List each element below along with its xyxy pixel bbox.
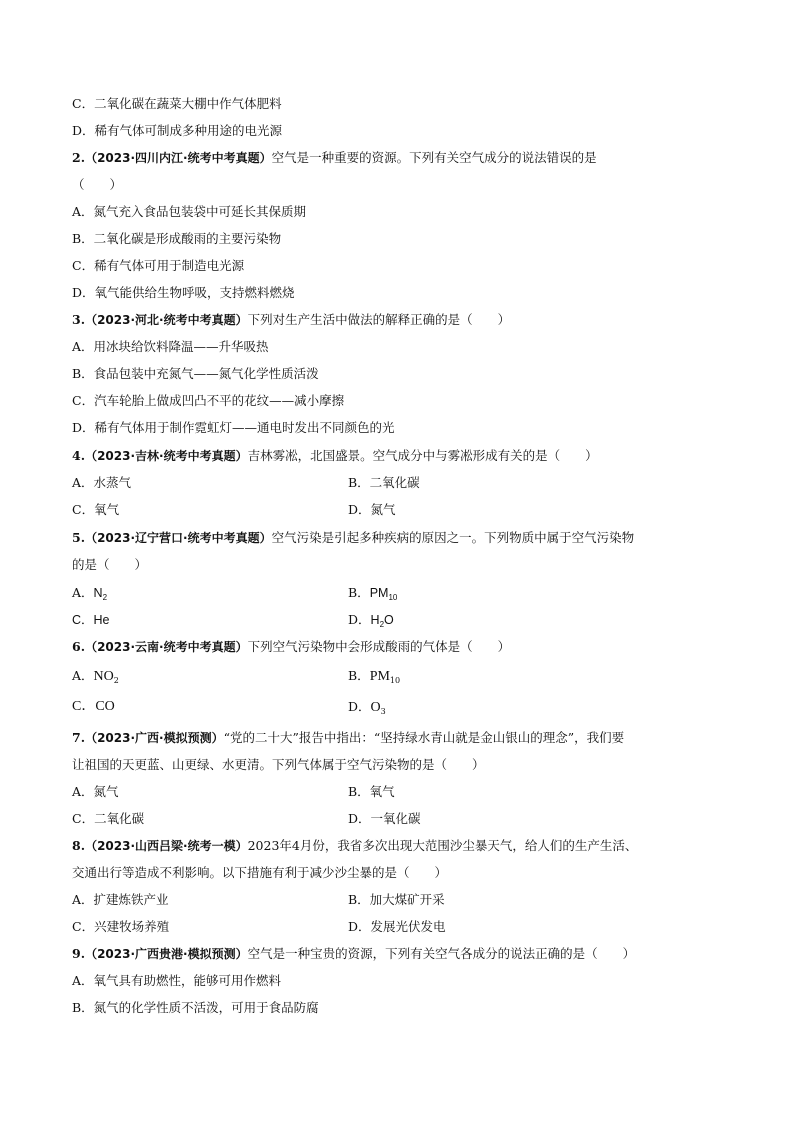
question-number: 2. xyxy=(72,150,86,165)
formula: PM xyxy=(369,669,390,684)
question-3-stem xyxy=(72,312,510,328)
question-text: 空气是一种宝贵的资源，下列有关空气各成分的说法正确的是（ ） xyxy=(247,946,636,961)
question-number: 8. xyxy=(72,838,86,853)
option-c: C．氧气 xyxy=(72,502,120,517)
question-number: 7. xyxy=(72,730,86,745)
question-7-stem xyxy=(72,730,624,746)
question-5-stem xyxy=(72,530,634,546)
option-b: B．二氧化碳是形成酸雨的主要污染物 xyxy=(72,231,282,246)
question-9-stem xyxy=(72,946,635,962)
option-a: A．氮气充入食品包装袋中可延长其保质期 xyxy=(72,204,307,219)
option-label: B． xyxy=(348,668,370,683)
option-c: C．CO xyxy=(72,699,115,714)
option-b: B．加大煤矿开采 xyxy=(348,892,445,907)
option-d xyxy=(348,612,394,628)
option-b xyxy=(348,585,397,601)
option-c: C．汽车轮胎上做成凹凸不平的花纹——减小摩擦 xyxy=(72,393,345,408)
question-source: （2023·吉林·统考中考真题） xyxy=(85,449,248,463)
question-4-stem xyxy=(72,448,598,464)
option-a: A．扩建炼铁产业 xyxy=(72,892,169,907)
formula-subscript: 2 xyxy=(113,676,119,685)
formula-subscript: 10 xyxy=(388,593,398,602)
formula: N xyxy=(93,586,103,600)
formula: O xyxy=(370,700,381,715)
question-text: 空气污染是引起多种疾病的原因之一。下列物质中属于空气污染物 xyxy=(271,530,635,545)
formula: PM xyxy=(369,586,389,600)
formula-tail: O xyxy=(384,613,394,627)
option-a: A．氮气 xyxy=(72,784,119,799)
option-c: C．兴建牧场养殖 xyxy=(72,919,170,934)
question-8-stem xyxy=(72,838,637,854)
question-number: 9. xyxy=(72,946,86,961)
option-a xyxy=(72,668,119,685)
option-label: A． xyxy=(72,668,94,683)
option-d: D．氮气 xyxy=(348,502,396,517)
question-source: （2023·河北·统考中考真题） xyxy=(85,313,248,327)
question-text-continued: 的是（ ） xyxy=(72,557,148,572)
question-text: 吉林雾凇，北国盛景。空气成分中与雾凇形成有关的是（ ） xyxy=(247,448,598,463)
option-label: B． xyxy=(348,585,370,600)
question-2-stem xyxy=(72,150,597,166)
option-a: A．水蒸气 xyxy=(72,475,132,490)
question-source: （2023·山西吕梁·统考一模） xyxy=(85,839,248,853)
question-6-stem xyxy=(72,639,510,655)
question-source: （2023·辽宁营口·统考中考真题） xyxy=(85,531,272,545)
option-a: A．氧气具有助燃性，能够可用作燃料 xyxy=(72,973,282,988)
question-text-continued: 让祖国的天更蓝、山更绿、水更清。下列气体属于空气污染物的是（ ） xyxy=(72,757,485,772)
option-c: C．He xyxy=(72,613,110,627)
question-source: （2023·云南·统考中考真题） xyxy=(85,640,248,654)
option-d: D．稀有气体可制成多种用途的电光源 xyxy=(72,123,283,138)
option-label: A． xyxy=(72,585,94,600)
formula-subscript: 2 xyxy=(102,593,108,602)
question-text-continued: 交通出行等造成不利影响。以下措施有利于减少沙尘暴的是（ ） xyxy=(72,865,448,880)
formula: NO xyxy=(93,669,114,684)
option-b: B．食品包装中充氮气——氮气化学性质活泼 xyxy=(72,366,319,381)
question-text: 2023年4月份，我省多次出现大范围沙尘暴天气，给人们的生产生活、 xyxy=(247,838,638,853)
option-d: D．氧气能供给生物呼吸，支持燃料燃烧 xyxy=(72,285,295,300)
option-b: B．氧气 xyxy=(348,784,395,799)
option-c: C．二氧化碳 xyxy=(72,811,145,826)
option-a: A．用冰块给饮料降温——升华吸热 xyxy=(72,339,269,354)
question-number: 6. xyxy=(72,639,86,654)
formula-subscript: 10 xyxy=(389,676,401,685)
question-text: 空气是一种重要的资源。下列有关空气成分的说法错误的是 xyxy=(271,150,597,165)
question-text: 下列对生产生活中做法的解释正确的是（ ） xyxy=(247,312,511,327)
question-source: （2023·广西贵港·模拟预测） xyxy=(85,947,248,961)
option-label: D． xyxy=(348,612,371,627)
formula-subscript: 3 xyxy=(380,707,386,716)
question-number: 4. xyxy=(72,448,86,463)
option-d: D．一氧化碳 xyxy=(348,811,421,826)
option-c: C．稀有气体可用于制造电光源 xyxy=(72,258,245,273)
question-number: 5. xyxy=(72,530,86,545)
question-source: （2023·四川内江·统考中考真题） xyxy=(85,151,272,165)
option-a xyxy=(72,585,107,601)
option-b: B．氮气的化学性质不活泼，可用于食品防腐 xyxy=(72,1000,319,1015)
question-number: 3. xyxy=(72,312,86,327)
option-d: D．稀有气体用于制作霓虹灯——通电时发出不同颜色的光 xyxy=(72,420,395,435)
option-label: D． xyxy=(348,699,371,714)
question-text: 下列空气污染物中会形成酸雨的气体是（ ） xyxy=(247,639,511,654)
option-c: C．二氧化碳在蔬菜大棚中作气体肥料 xyxy=(72,96,282,111)
answer-bracket: （ ） xyxy=(72,177,123,192)
option-b: B．二氧化碳 xyxy=(348,475,420,490)
formula: H xyxy=(370,613,380,627)
option-d xyxy=(348,699,386,716)
option-d: D．发展光伏发电 xyxy=(348,919,446,934)
question-text: “党的二十大”报告中指出：“坚持绿水青山就是金山银山的理念”，我们要 xyxy=(223,730,625,745)
option-b xyxy=(348,668,400,685)
question-source: （2023·广西·模拟预测） xyxy=(85,731,224,745)
formula-subscript: 2 xyxy=(379,620,385,629)
